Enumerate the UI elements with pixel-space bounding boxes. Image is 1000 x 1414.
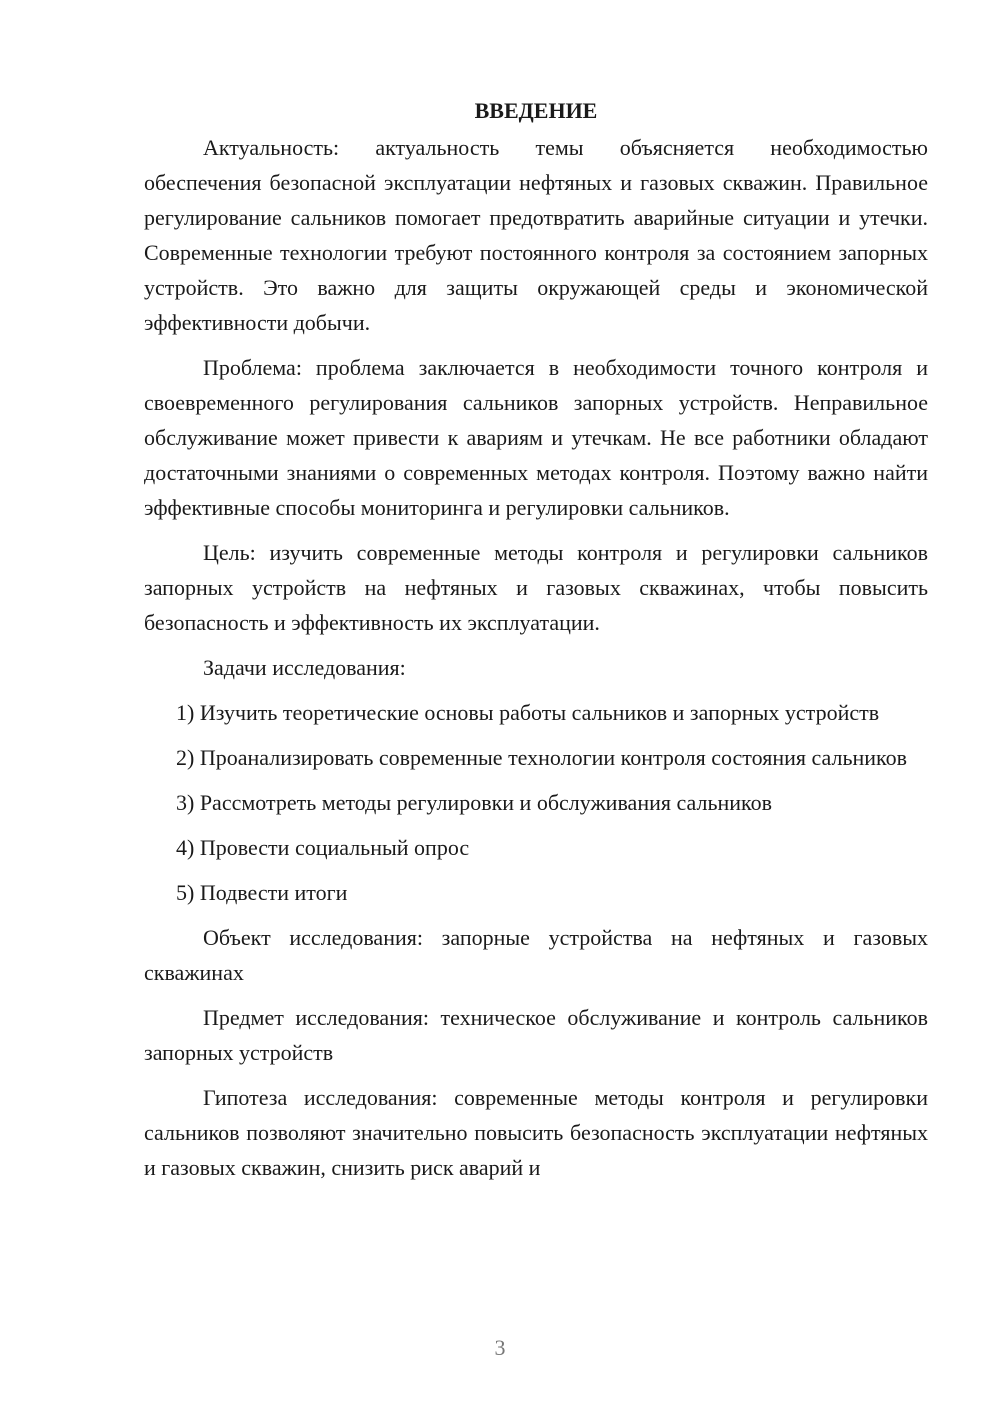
paragraph-object: Объект исследования: запорные устройства на нефтяных и газовых скважинах xyxy=(144,925,928,985)
paragraph-problem: Проблема: проблема заключается в необходимости точного контроля и своевременного регулирования сальников запорных устройств. Неправильное обслуживание может привести к авариям и утечкам. Не все работники обладают достаточными знаниями о современных методах контроля. Поэтому важно найти эффективные способы мониторинга и регулировки сальников. xyxy=(144,355,928,520)
paragraph-subject: Предмет исследования: техническое обслуживание и контроль сальников запорных устройств xyxy=(144,1005,928,1065)
task-item: 4) Провести социальный опрос xyxy=(176,835,470,860)
paragraph-goal: Цель: изучить современные методы контроля и регулировки сальников запорных устройств на нефтяных и газовых скважинах, чтобы повысить безопасность и эффективность их эксплуатации. xyxy=(144,540,928,635)
paragraph-tasks-heading: Задачи исследования: xyxy=(203,655,406,680)
task-item: 1) Изучить теоретические основы работы сальников и запорных устройств xyxy=(176,700,880,725)
task-item: 2) Проанализировать современные технологии контроля состояния сальников xyxy=(176,745,907,770)
document-title: ВВЕДЕНИЕ xyxy=(474,98,598,123)
paragraph-hypothesis: Гипотеза исследования: современные методы контроля и регулировки сальников позволяют значительно повысить безопасность эксплуатации нефтяных и газовых скважин, снизить риск аварий и xyxy=(144,1085,928,1180)
paragraph-relevance: Актуальность: актуальность темы объясняется необходимостью обеспечения безопасной эксплуатации нефтяных и газовых скважин. Правильное регулирование сальников помогает предотвратить аварийные ситуации и утечки. Современные технологии требуют постоянного контроля за состоянием запорных устройств. Это важно для защиты окружающей среды и экономической эффективности добычи. xyxy=(144,135,928,335)
task-list xyxy=(144,695,928,910)
task-item: 3) Рассмотреть методы регулировки и обслуживания сальников xyxy=(176,790,772,815)
page-number: 3 xyxy=(494,1335,506,1360)
task-item: 5) Подвести итоги xyxy=(176,880,348,905)
document-page xyxy=(144,96,928,1195)
